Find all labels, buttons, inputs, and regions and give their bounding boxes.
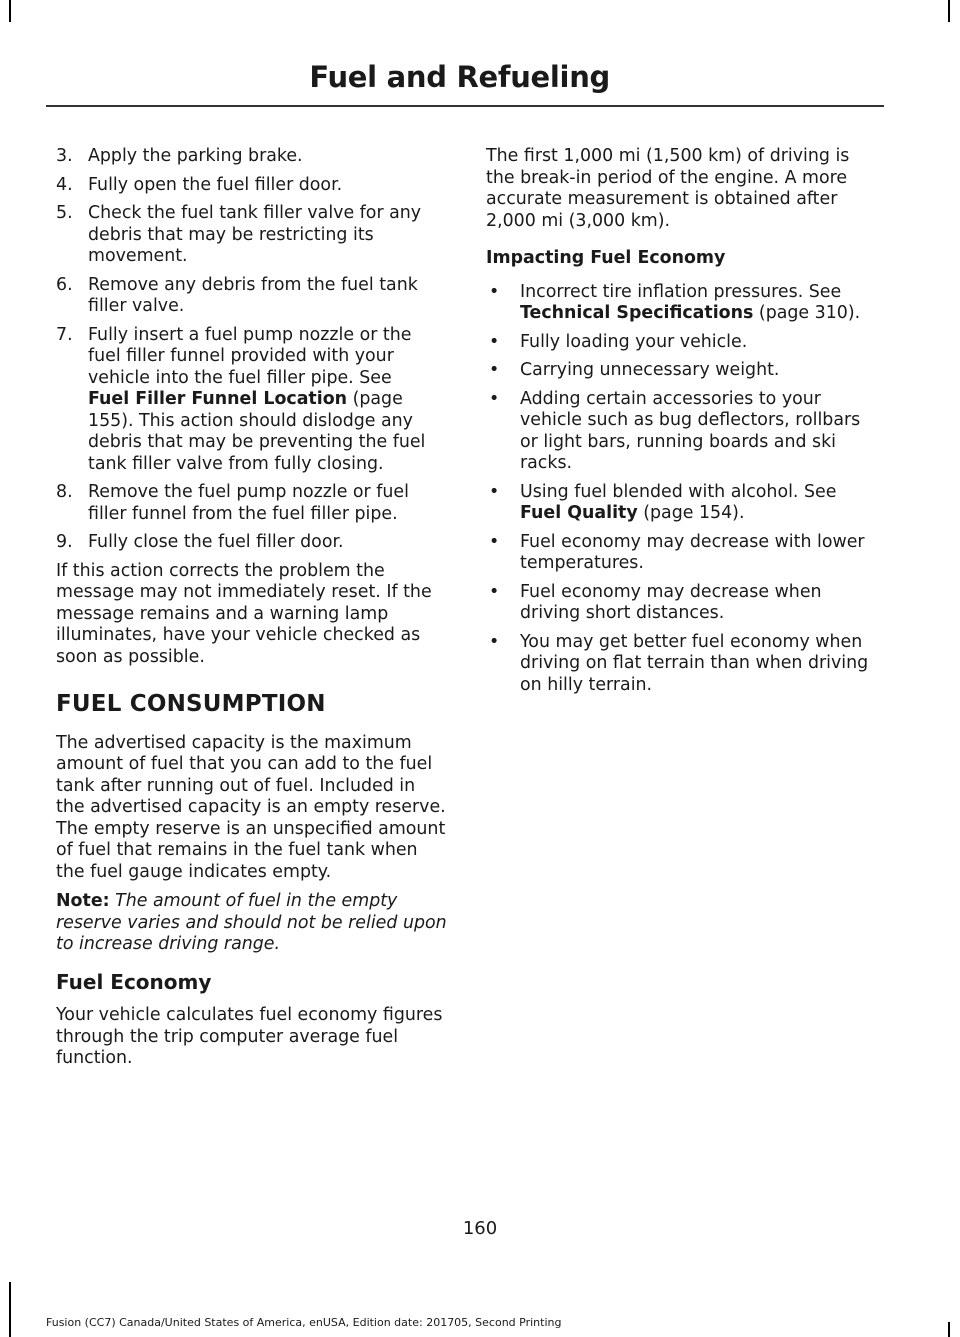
step-text: Remove the fuel pump nozzle or fuel filler funnel from the fuel filler pipe. [88, 482, 409, 524]
step-number: 3. [56, 146, 73, 166]
bullet-glyph: • [489, 581, 500, 602]
bullet-glyph: • [489, 360, 500, 380]
step-text: Fully insert a fuel pump nozzle or the fuel filler funnel provided with your vehicle into the fuel filler pipe. See [88, 324, 412, 388]
break-in-paragraph: The first 1,000 mi (1,500 km) of driving is the break-in period of the engine. A more accurate measurement is obtained after 2,000 mi (3,000 km). [486, 146, 850, 231]
note-paragraph [56, 891, 448, 956]
crop-mark-top-right [948, 0, 950, 22]
bullet-text: Fuel economy may decrease when driving short distances. [520, 581, 822, 623]
bullet-text: Adding certain accessories to your vehicle such as bug deflectors, rollbars or light bars, running boards and ski racks. [520, 388, 861, 473]
note-text: The amount of fuel in the empty reserve varies and should not be relied upon to increase driving range. [56, 891, 447, 954]
bullet-item [486, 632, 882, 697]
section-heading-fuel-consumption: FUEL CONSUMPTION [56, 691, 326, 717]
bullet-text-continued: (page 310). [753, 303, 861, 323]
step-item [56, 146, 448, 168]
header-divider [46, 105, 884, 107]
sub-heading-impacting-fuel-economy: Impacting Fuel Economy [486, 248, 726, 268]
bullet-text: Using fuel blended with alcohol. See [520, 481, 837, 502]
page-number: 160 [462, 1218, 498, 1239]
footer-edition-info: Fusion (CC7) Canada/United States of America, enUSA, Edition date: 201705, Second Printing [46, 1316, 562, 1329]
crop-mark-bottom-left [9, 1282, 11, 1337]
bullet-item [486, 360, 882, 382]
step-item [56, 275, 448, 318]
bullet-glyph: • [489, 531, 500, 552]
step-number: 9. [56, 532, 73, 552]
bullet-glyph: • [489, 481, 500, 502]
capacity-paragraph: The advertised capacity is the maximum amount of fuel that you can add to the fuel tank after running out of fuel. Included in the advertised capacity is an empty reserve. The empty reserve is an unspecified amount of fuel that remains in the fuel tank when the fuel gauge indicates empty. [56, 732, 446, 882]
right-column [486, 146, 882, 703]
fuel-quality-link[interactable]: Fuel Quality [520, 503, 638, 523]
bullet-item [486, 282, 882, 325]
step-number: 6. [56, 274, 73, 295]
note-label: Note: [56, 891, 110, 911]
bullet-glyph: • [489, 331, 500, 352]
step-text: Check the fuel tank filler valve for any debris that may be restricting its movement. [88, 203, 422, 266]
step-number: 4. [56, 174, 73, 195]
left-column [56, 146, 448, 1078]
step-text: Apply the parking brake. [88, 146, 303, 166]
bullet-glyph: • [489, 388, 500, 409]
step-item [56, 532, 448, 554]
crop-mark-top-left [9, 0, 11, 22]
fuel-economy-paragraph: Your vehicle calculates fuel economy figures through the trip computer average fuel function. [56, 1005, 443, 1068]
step-text: Fully close the fuel filler door. [88, 532, 344, 552]
step-item [56, 203, 448, 268]
fuel-filler-funnel-location-link[interactable]: Fuel Filler Funnel Location [88, 389, 348, 409]
bullet-glyph: • [489, 281, 500, 302]
page-header-title: Fuel and Refueling [309, 60, 610, 94]
bullet-text: Carrying unnecessary weight. [520, 360, 780, 380]
sub-heading-fuel-economy: Fuel Economy [56, 969, 212, 994]
bullet-text: Incorrect tire inflation pressures. See [520, 281, 842, 302]
bullet-glyph: • [489, 631, 500, 652]
step-text-continued: (page 155). This action should dislodge any debris that may be preventing the fuel tank filler valve from fully closing. [88, 389, 426, 474]
bullet-item [486, 332, 882, 354]
crop-mark-bottom-right [948, 1322, 950, 1337]
bullet-text-continued: (page 154). [637, 503, 745, 523]
bullet-text: Fully loading your vehicle. [520, 331, 748, 352]
step-number: 5. [56, 203, 73, 223]
bullet-item [486, 582, 882, 625]
step-number: 8. [56, 482, 73, 502]
after-steps-paragraph: If this action corrects the problem the message may not immediately reset. If the message remains and a warning lamp illuminates, have your vehicle checked as soon as possible. [56, 560, 432, 667]
step-text: Remove any debris from the fuel tank filler valve. [88, 274, 418, 316]
step-number: 7. [56, 324, 73, 345]
bullet-item [486, 389, 882, 475]
step-item [56, 325, 448, 476]
step-item [56, 482, 448, 525]
step-text: Fully open the fuel filler door. [88, 174, 343, 195]
bullet-item [486, 532, 882, 575]
step-item [56, 175, 448, 197]
bullet-text: Fuel economy may decrease with lower temperatures. [520, 531, 865, 573]
technical-specifications-link[interactable]: Technical Specifications [520, 303, 754, 323]
bullet-text: You may get better fuel economy when driving on flat terrain than when driving on hilly terrain. [520, 631, 869, 695]
bullet-item [486, 482, 882, 525]
